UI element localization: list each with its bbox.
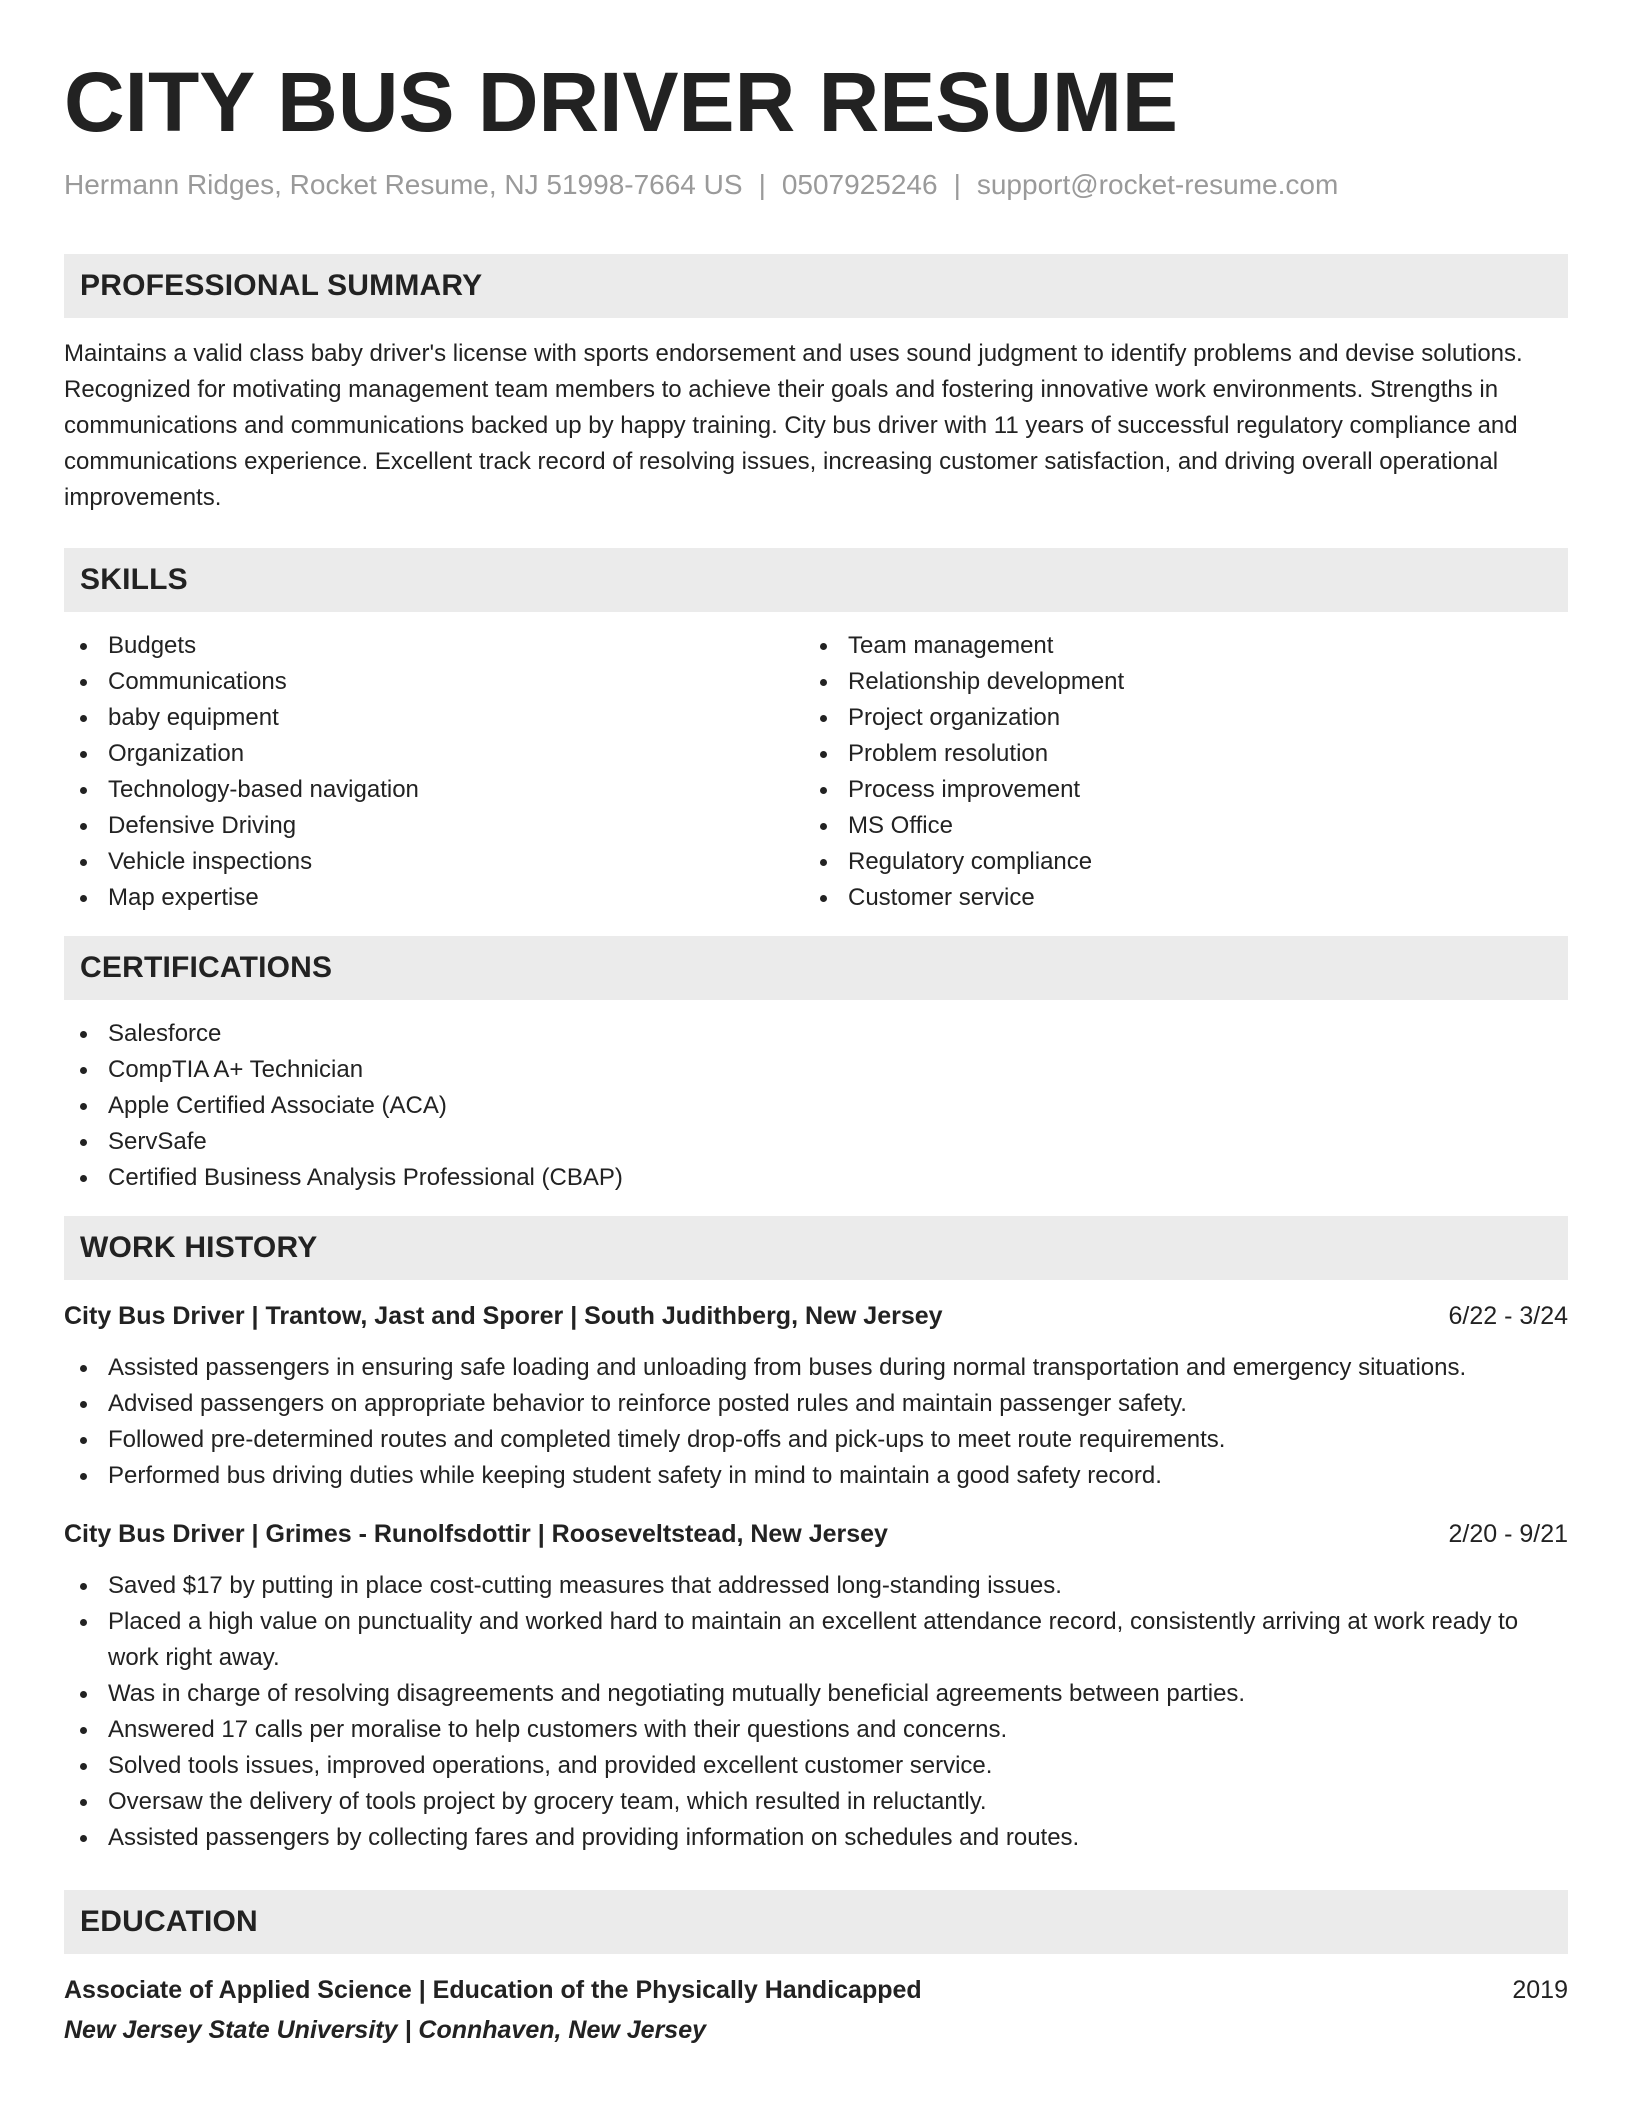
job-dates: 2/20 - 9/21 [1448,1519,1568,1548]
contact-phone: 0507925246 [781,169,938,201]
skill-item: baby equipment [64,700,804,736]
certifications-section-header [64,936,1568,1000]
summary-text: Maintains a valid class baby driver's license with sports endorsement and uses sound judgment to identify problems and devise solutions. Recognized for motivating management team members to achieve their goals and fostering innovative work environments. Strengths in communications and communications backed up by happy training. City bus driver with 11 years of successful regulatory compliance and communications experience. Excellent track record of resolving issues, increasing customer satisfaction, and driving overall operational improvements. [64,339,1523,511]
skills-grid [64,628,1568,916]
contact-line [64,168,1568,202]
certification-item: Apple Certified Associate (ACA) [64,1088,1568,1124]
education-degree: Associate of Applied Science | Education of the Physically Handicapped [64,1975,922,2004]
job-bullet: Was in charge of resolving disagreements and negotiating mutually beneficial agreements between parties. [64,1676,1568,1712]
job-bullet: Performed bus driving duties while keeping student safety in mind to maintain a good safety record. [64,1458,1568,1494]
job-header [64,1516,1568,1552]
skills-column-left [64,628,804,916]
skill-item: Organization [64,736,804,772]
job-bullets [64,1350,1568,1494]
skill-item: Defensive Driving [64,808,804,844]
job-bullet: Assisted passengers by collecting fares and providing information on schedules and routes. [64,1820,1568,1856]
summary-heading: PROFESSIONAL SUMMARY [80,268,483,302]
job-bullet: Placed a high value on punctuality and worked hard to maintain an excellent attendance record, consistently arriving at work ready to work right away. [64,1604,1568,1676]
skill-item: Relationship development [804,664,1544,700]
job-bullets [64,1568,1568,1856]
certification-item: ServSafe [64,1124,1568,1160]
work-history-heading: WORK HISTORY [80,1230,318,1264]
skills-section-header [64,548,1568,612]
skills-list-right [804,628,1544,916]
job-bullet: Assisted passengers in ensuring safe loading and unloading from buses during normal transportation and emergency situations. [64,1350,1568,1386]
job-title: City Bus Driver | Grimes - Runolfsdottir | Rooseveltstead, New Jersey [64,1519,888,1548]
work-history-section-header [64,1216,1568,1280]
job-bullet: Answered 17 calls per moralise to help customers with their questions and concerns. [64,1712,1568,1748]
skill-item: Problem resolution [804,736,1544,772]
summary-section-header [64,254,1568,318]
skill-item: MS Office [804,808,1544,844]
job-header [64,1298,1568,1334]
skills-heading: SKILLS [80,562,188,596]
skill-item: Budgets [64,628,804,664]
skill-item: Technology-based navigation [64,772,804,808]
skill-item: Customer service [804,880,1544,916]
skill-item: Regulatory compliance [804,844,1544,880]
certification-item: Certified Business Analysis Professional (CBAP) [64,1160,1568,1196]
education-year: 2019 [1512,1975,1568,2004]
certification-item: Salesforce [64,1016,1568,1052]
certifications-heading: CERTIFICATIONS [80,950,333,984]
certifications-list [64,1016,1568,1196]
job-entry [64,1516,1568,1856]
certification-item: CompTIA A+ Technician [64,1052,1568,1088]
job-bullet: Followed pre-determined routes and completed timely drop-offs and pick-ups to meet route requirements. [64,1422,1568,1458]
education-header [64,1972,1568,2008]
job-title: City Bus Driver | Trantow, Jast and Sporer | South Judithberg, New Jersey [64,1301,943,1330]
skill-item: Team management [804,628,1544,664]
skills-list-left [64,628,804,916]
education-heading: EDUCATION [80,1904,258,1938]
contact-address: Hermann Ridges, Rocket Resume, NJ 51998-7664 US [64,169,743,201]
contact-separator: | [953,169,961,201]
skill-item: Map expertise [64,880,804,916]
job-bullet: Oversaw the delivery of tools project by grocery team, which resulted in reluctantly. [64,1784,1568,1820]
skills-column-right [804,628,1544,916]
skill-item: Communications [64,664,804,700]
job-bullet: Advised passengers on appropriate behavior to reinforce posted rules and maintain passenger safety. [64,1386,1568,1422]
education-section-header [64,1890,1568,1954]
skill-item: Project organization [804,700,1544,736]
skill-item: Vehicle inspections [64,844,804,880]
job-bullet: Saved $17 by putting in place cost-cutting measures that addressed long-standing issues. [64,1568,1568,1604]
job-bullet: Solved tools issues, improved operations, and provided excellent customer service. [64,1748,1568,1784]
contact-email: support@rocket-resume.com [976,169,1339,201]
job-dates: 6/22 - 3/24 [1448,1301,1568,1330]
resume-title: CITY BUS DRIVER RESUME [64,55,1178,149]
job-entry [64,1298,1568,1494]
skill-item: Process improvement [804,772,1544,808]
contact-separator: | [758,169,766,201]
education-school: New Jersey State University | Connhaven, New Jersey [64,2015,707,2044]
